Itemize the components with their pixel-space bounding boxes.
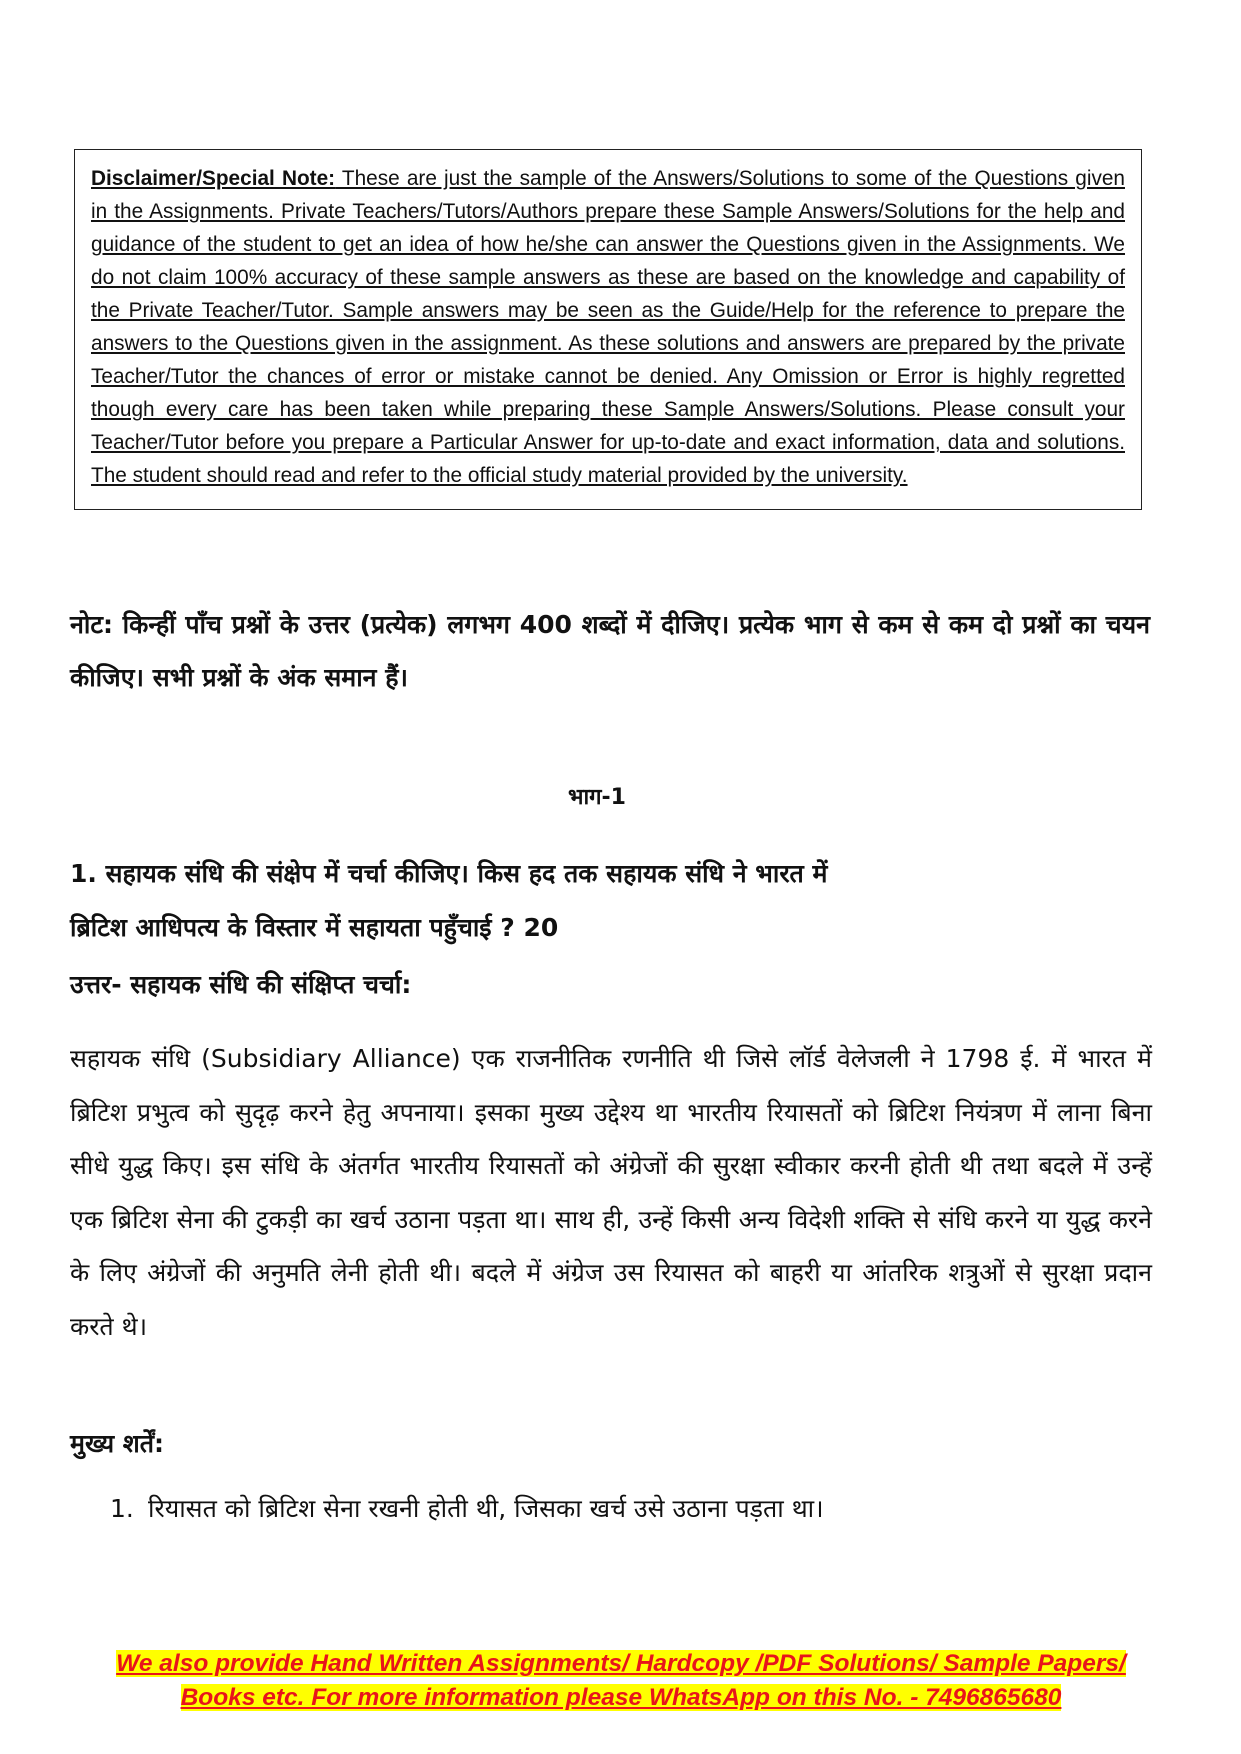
terms-heading: मुख्य शर्तें: [70, 1429, 165, 1458]
disclaimer-text: These are just the sample of the Answers/Solutions to some of the Questions given in the Assignments. Private Teachers/Tutors/Authors prepare these Sample Answers/Solutions for the help and guidance of the student to get an idea of how he/she can answer the Questions given in the Assignments. We do not claim 100% accuracy of these sample answers as these are based on the knowledge and capability of the Private Teacher/Tutor. Sample answers may be seen as the Guide/Help for the reference to prepare the answers to the Questions given in the assignment. As these solutions and answers are prepared by the private Teacher/Tutor the chances of error or mistake cannot be denied. Any Omission or Error is highly regretted though every care has been taken while preparing these Sample Answers/Solutions. Please consult your Teacher/Tutor before you prepare a Particular Answer for up-to-date and exact information, data and solutions. The student should read and refer to the official study material provided by the university. [91, 167, 1125, 487]
terms-list [110, 1491, 824, 1525]
question-line-2: ब्रिटिश आधिपत्य के विस्तार में सहायता पहुँचाई ? 20 [70, 913, 559, 942]
list-item [110, 1491, 824, 1525]
disclaimer-label: Disclaimer/Special Note: [91, 167, 336, 190]
section-title: भाग-1 [568, 785, 626, 810]
footer-line-2: Books etc. For more information please WhatsApp on this No. - 7496865680 [180, 1684, 1062, 1711]
question-line-1: 1. सहायक संधि की संक्षेप में चर्चा कीजिए। किस हद तक सहायक संधि ने भारत में [70, 859, 828, 888]
answer-paragraph: सहायक संधि (Subsidiary Alliance) एक राजनीतिक रणनीति थी जिसे लॉर्ड वेलेजली ने 1798 ई. में भारत में ब्रिटिश प्रभुत्व को सुदृढ़ करने हेतु अपनाया। इसका मुख्य उद्देश्य था भारतीय रियासतों को ब्रिटिश नियंत्रण में लाना बिना सीधे युद्ध किए। इस संधि के अंतर्गत भारतीय रियासतों को अंग्रेजों की सुरक्षा स्वीकार करनी होती थी तथा बदले में उन्हें एक ब्रिटिश सेना की टुकड़ी का खर्च उठाना पड़ता था। साथ ही, उन्हें किसी अन्य विदेशी शक्ति से संधि करने या युद्ध करने के लिए अंग्रेजों की अनुमति लेनी होती थी। बदले में अंग्रेज उस रियासत को बाहरी या आंतरिक शत्रुओं से सुरक्षा प्रदान करते थे। [70, 1044, 1152, 1341]
disclaimer-box [74, 149, 1142, 510]
footer-line-1: We also provide Hand Written Assignments/ Hardcopy /PDF Solutions/ Sample Papers/ [116, 1650, 1126, 1677]
list-item-number: 1. [110, 1494, 134, 1523]
list-item-text: रियासत को ब्रिटिश सेना रखनी होती थी, जिसका खर्च उसे उठाना पड़ता था। [148, 1494, 824, 1523]
answer-heading: उत्तर- सहायक संधि की संक्षिप्त चर्चा: [70, 970, 412, 999]
instruction-note: नोट: किन्हीं पाँच प्रश्नों के उत्तर (प्रत्येक) लगभग 400 शब्दों में दीजिए। प्रत्येक भाग से कम से कम दो प्रश्नों का चयन कीजिए। सभी प्रश्नों के अंक समान हैं। [70, 610, 1150, 692]
question-1 [70, 847, 1070, 955]
footer-promo [99, 1647, 1143, 1715]
